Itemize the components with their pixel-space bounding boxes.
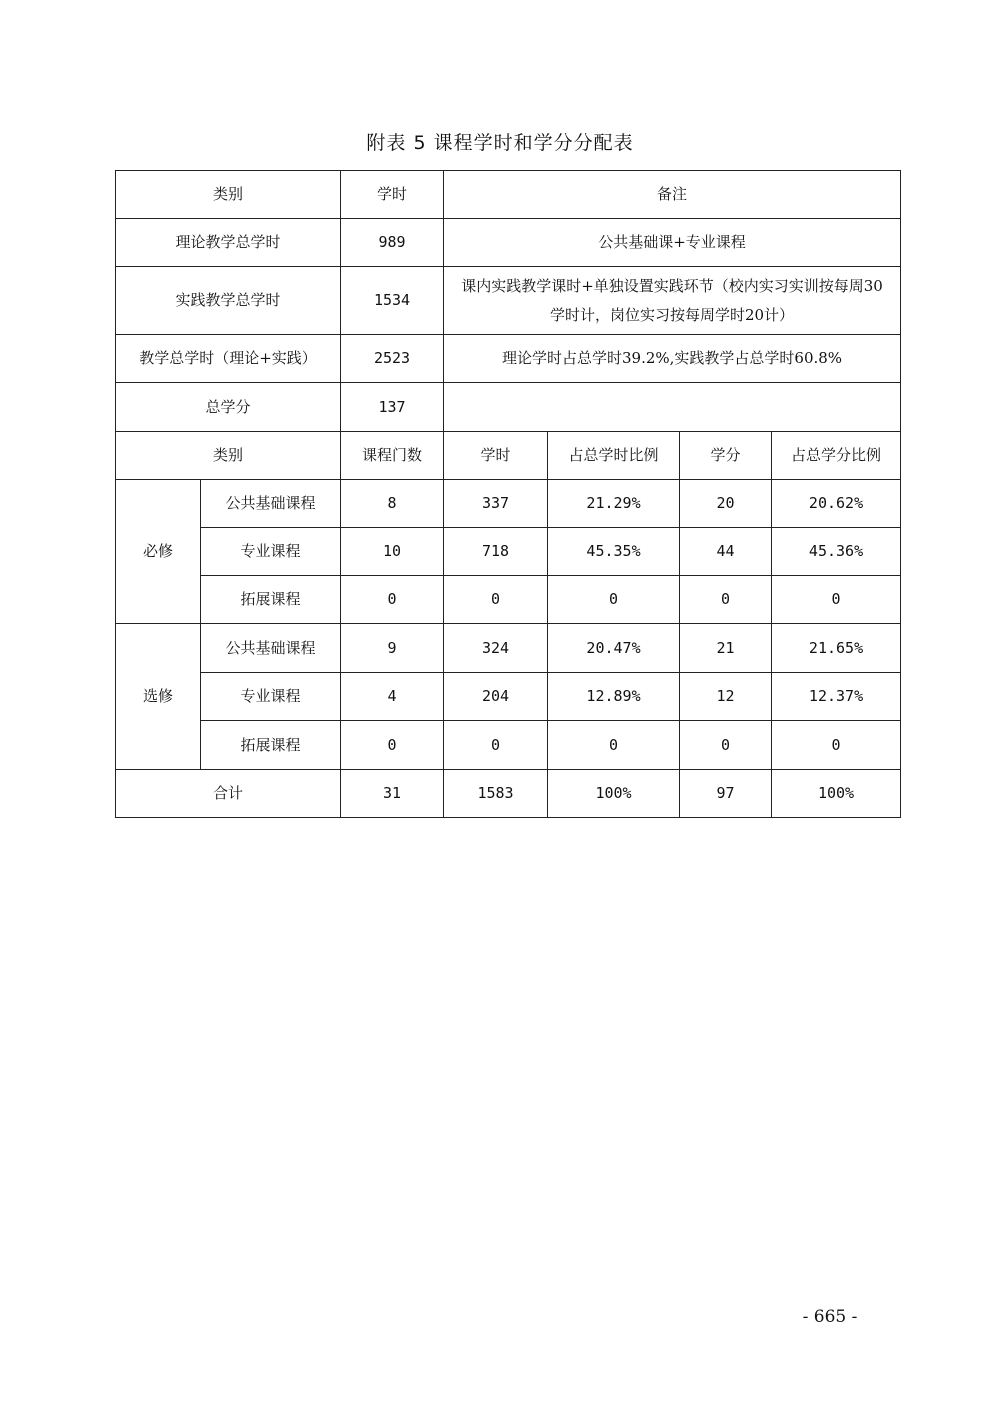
course-type: 公共基础课程 [201,624,341,673]
group-label-elective: 选修 [116,624,201,770]
total-row [116,770,901,818]
course-credits: 0 [680,721,772,770]
summary-note: 公共基础课+专业课程 [444,219,901,267]
course-count: 0 [341,576,444,624]
course-count: 9 [341,624,444,673]
course-credits: 12 [680,673,772,721]
detail-header-credits: 学分 [680,432,772,480]
course-hours: 337 [444,480,548,528]
header-category: 类别 [116,171,341,219]
course-credits: 21 [680,624,772,673]
course-type: 专业课程 [201,673,341,721]
course-credits: 20 [680,480,772,528]
detail-header-row [116,432,901,480]
summary-hours: 137 [341,383,444,432]
detail-header-count: 课程门数 [341,432,444,480]
course-credits-ratio: 45.36% [772,528,901,576]
course-type: 拓展课程 [201,721,341,770]
group-label-required: 必修 [116,480,201,624]
course-hours-ratio: 0 [548,721,680,770]
detail-header-hours-ratio: 占总学时比例 [548,432,680,480]
summary-hours: 989 [341,219,444,267]
total-credits-ratio: 100% [772,770,901,818]
course-type: 公共基础课程 [201,480,341,528]
summary-row [116,383,901,432]
course-count: 10 [341,528,444,576]
course-credits-ratio: 21.65% [772,624,901,673]
summary-header-row [116,171,901,219]
table-row [116,721,901,770]
summary-row [116,335,901,383]
hours-credits-table [115,170,901,818]
course-type: 拓展课程 [201,576,341,624]
total-hours: 1583 [444,770,548,818]
table-row [116,480,901,528]
table-row [116,528,901,576]
detail-header-credits-ratio: 占总学分比例 [772,432,901,480]
course-hours: 324 [444,624,548,673]
summary-row [116,267,901,335]
page-number: - 665 - [802,1307,858,1327]
summary-hours: 2523 [341,335,444,383]
table-row [116,624,901,673]
course-hours-ratio: 45.35% [548,528,680,576]
table-title: 附表 5 课程学时和学分分配表 [366,132,634,154]
header-hours: 学时 [341,171,444,219]
course-hours: 718 [444,528,548,576]
course-credits-ratio: 0 [772,576,901,624]
course-hours: 204 [444,673,548,721]
total-hours-ratio: 100% [548,770,680,818]
course-credits: 0 [680,576,772,624]
detail-header-category: 类别 [116,432,341,480]
summary-label: 教学总学时（理论+实践） [116,335,341,383]
total-count: 31 [341,770,444,818]
summary-row [116,219,901,267]
course-credits: 44 [680,528,772,576]
total-credits: 97 [680,770,772,818]
summary-hours: 1534 [341,267,444,335]
course-credits-ratio: 12.37% [772,673,901,721]
summary-note [444,383,901,432]
course-count: 4 [341,673,444,721]
course-hours-ratio: 12.89% [548,673,680,721]
course-hours-ratio: 21.29% [548,480,680,528]
summary-label: 总学分 [116,383,341,432]
summary-label: 实践教学总学时 [116,267,341,335]
course-count: 0 [341,721,444,770]
course-count: 8 [341,480,444,528]
total-label: 合计 [116,770,341,818]
course-hours-ratio: 20.47% [548,624,680,673]
table-row [116,576,901,624]
summary-note: 课内实践教学课时+单独设置实践环节（校内实习实训按每周30学时计，岗位实习按每周学时20计） [444,267,901,335]
summary-note: 理论学时占总学时39.2%,实践教学占总学时60.8% [444,335,901,383]
course-hours: 0 [444,721,548,770]
table-row [116,673,901,721]
detail-header-hours: 学时 [444,432,548,480]
summary-label: 理论教学总学时 [116,219,341,267]
course-credits-ratio: 20.62% [772,480,901,528]
course-hours: 0 [444,576,548,624]
course-hours-ratio: 0 [548,576,680,624]
course-type: 专业课程 [201,528,341,576]
header-note: 备注 [444,171,901,219]
course-credits-ratio: 0 [772,721,901,770]
